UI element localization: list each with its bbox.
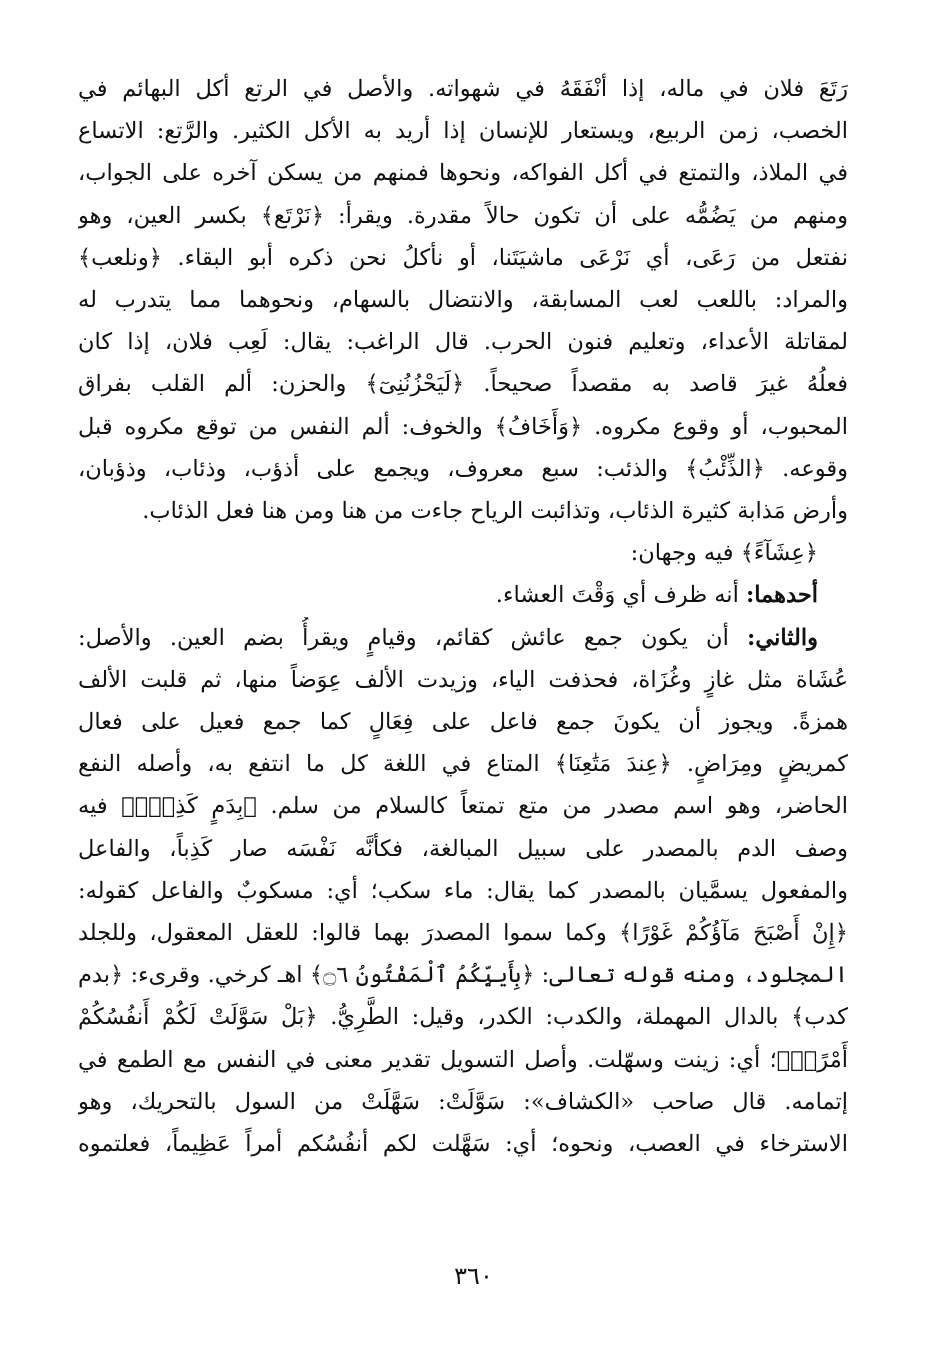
text-line bbox=[78, 1081, 848, 1123]
line-text: فعلُهُ غيرَ قاصد به مقصداً صحيحاً. ﴿لَيَحْزُنُنِىٓ﴾ والحزن: ألم القلب بفراق bbox=[78, 371, 848, 398]
text-line bbox=[78, 743, 848, 785]
section-label: والثاني: bbox=[747, 624, 818, 651]
text-line bbox=[78, 701, 848, 743]
line-text: كدب﴾ بالدال المهملة، والكدب: الكدر، وقيل: الطَّرِيُّ. ﴿بَلْ سَوَّلَتْ لَكُمْ أَنفُسُكُمْ bbox=[78, 1004, 848, 1031]
line-text: المجلود، ومنه قوله تعالى: ﴿بِأَييِّكُمُ ٱلْمَفْتُونُ ۝٦﴾ اهـ كرخي. وقرىء: ﴿بدم bbox=[78, 962, 848, 989]
section-label: أحدهما: bbox=[745, 582, 818, 609]
text-line bbox=[78, 912, 848, 954]
line-text: إتمامه. قال صاحب «الكشاف»: سَوَّلَتْ: سَهَّلَتْ من السول بالتحريك، وهو bbox=[78, 1088, 848, 1115]
line-text: وصف الدم بالمصدر على سبيل المبالغة، فكأنَّه نَفْسَه صار كَذِباً، والفاعل bbox=[78, 835, 848, 862]
text-line bbox=[78, 954, 848, 996]
text-line bbox=[78, 68, 848, 110]
text-line bbox=[78, 490, 848, 532]
line-text: كمريضٍ ومِرَاضٍ. ﴿عِندَ مَتَٰعِنَا﴾ المتاع في اللغة كل ما انتفع به، وأصله النفع bbox=[78, 751, 848, 778]
line-text: ﴿عِشَآءً﴾ فيه وجهان: bbox=[630, 540, 818, 567]
text-line bbox=[78, 321, 848, 363]
text-line bbox=[78, 996, 848, 1038]
text-line bbox=[78, 279, 848, 321]
text-line bbox=[78, 195, 848, 237]
line-text: لمقاتلة الأعداء، وتعليم فنون الحرب. قال الراغب: يقال: لَعِب فلان، إذا كان bbox=[78, 329, 848, 356]
text-line bbox=[78, 448, 848, 490]
text-line bbox=[78, 617, 818, 659]
text-line bbox=[78, 532, 818, 574]
document-page bbox=[78, 68, 848, 1298]
text-line bbox=[78, 785, 848, 827]
line-text: عُشَاة مثل غازٍ وغُزَاة، فحذفت الياء، وزيدت الألف عِوَضاً منها، ثم قلبت الألف bbox=[78, 666, 848, 693]
line-text: الاسترخاء في العصب، ونحوه؛ أي: سَهَّلت لكم أنفُسُكم أمراً عَظِيماً، فعلتموه bbox=[78, 1131, 848, 1157]
text-line bbox=[78, 828, 848, 870]
line-text: نفتعل من رَعَى، أي نَرْعَى ماشيَتَنا، أو نأكلُ نحن ذكره أبو البقاء. ﴿ونلعب﴾ bbox=[78, 244, 848, 271]
line-text: وقوعه. ﴿الذِّئْبُ﴾ والذئب: سبع معروف، ويجمع على أذؤب، وذئاب، وذؤبان، bbox=[78, 455, 848, 482]
text-line bbox=[78, 659, 848, 701]
text-line bbox=[78, 237, 848, 279]
text-line bbox=[78, 870, 848, 912]
page-number: ٣٦٠ bbox=[454, 1262, 493, 1290]
line-text: المحبوب، أو وقوع مكروه. ﴿وَأَخَافُ﴾ والخوف: ألم النفس من توقع مكروه قبل bbox=[78, 413, 848, 440]
text-line bbox=[78, 110, 848, 152]
line-text: ﴿إِنْ أَصْبَحَ مَآؤُكُمْ غَوْرًا﴾ وكما سموا المصدرَ بهما قالوا: للعقل المعقول، وللجلد bbox=[78, 920, 848, 946]
text-line bbox=[78, 152, 848, 194]
line-text: أَمْرًاۖ﴾؛ أي: زينت وسهّلت. وأصل التسويل تقدير معنى في النفس مع الطمع في bbox=[78, 1046, 848, 1073]
text-line bbox=[78, 406, 848, 448]
line-text: همزةً. ويجوز أن يكونَ جمع فاعل على فِعَالٍ كما جمع فعيل على فعال bbox=[78, 709, 848, 735]
line-text: الخصب، زمن الربيع، ويستعار للإنسان إذا أريد به الأكل الكثير. والرَّتع: الاتساع bbox=[78, 118, 848, 145]
text-line bbox=[78, 1123, 848, 1165]
line-text: في الملاذ، والتمتع في أكل الفواكه، ونحوها فمنهم من يسكن آخره على الجواب، bbox=[78, 160, 848, 187]
line-text: أنه ظرف أي وَقْتَ العشاء. bbox=[495, 582, 746, 609]
line-text: والمفعول يسمَّيان بالمصدر كما يقال: ماء سكب؛ أي: مسكوبٌ والفاعل كقوله: bbox=[78, 877, 848, 904]
text-line bbox=[78, 1039, 848, 1081]
line-text: والمراد: باللعب لعب المسابقة، والانتضال بالسهام، ونحوهما مما يتدرب له bbox=[78, 287, 848, 313]
line-text: الحاضر، وهو اسم مصدر من متع تمتعاً كالسلام من سلم. ﴿بِدَمٍ كَذِبٍۚ﴾ فيه bbox=[78, 793, 848, 820]
text-line bbox=[78, 574, 818, 616]
text-line bbox=[78, 363, 848, 405]
line-text: وأرض مَذابة كثيرة الذئاب، وتذائبت الرياح جاءت من هنا ومن هنا فعل الذئاب. bbox=[142, 498, 848, 524]
line-text: ومنهم من يَضُمُّه على أن تكون حالاً مقدرة. ويقرأ: ﴿نَرْتَع﴾ بكسر العين، وهو bbox=[78, 202, 848, 229]
line-text: أن يكون جمع عائش كقائم، وقيامٍ ويقرأُ بضم العين. والأصل: bbox=[78, 624, 748, 651]
line-text: رَتَعَ فلان في ماله، إذا أنْفَقَهُ في شهواته. والأصل في الرتع أكل البهائم في bbox=[78, 76, 848, 102]
